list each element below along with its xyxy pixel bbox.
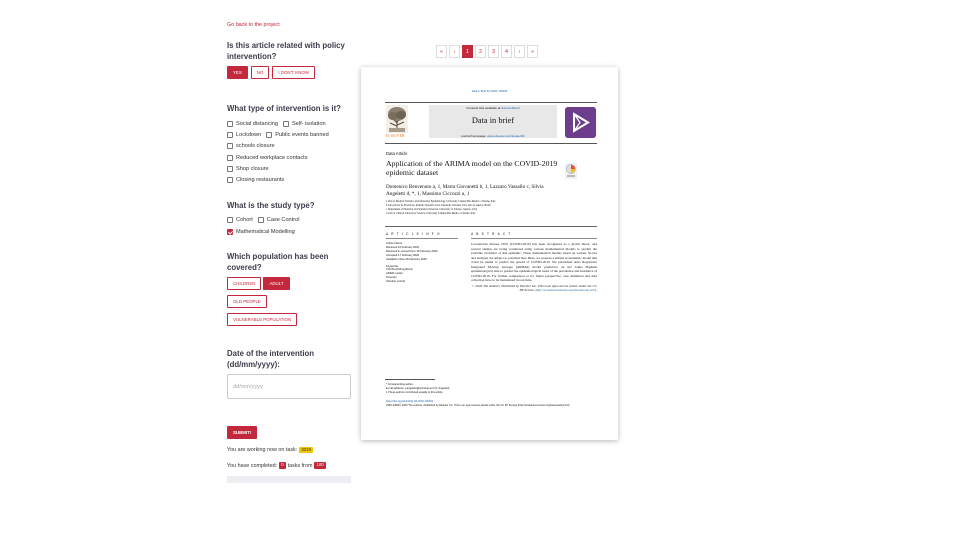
task-id-badge: 3319 — [301, 446, 312, 452]
question-policy-intervention: Is this article related with policy intervention? — [227, 41, 345, 61]
study-type-options — [227, 215, 353, 238]
copyright-text: © 2020 The Authors. Published by Elsevier Inc. This is an open access article under the CC BY license — [472, 283, 597, 292]
pager-prev-button[interactable]: ‹ — [449, 45, 460, 58]
back-to-project-link[interactable]: Go back to the project — [227, 22, 280, 28]
article-title: Application of the ARIMA model on the COVID-2019 epidemic dataset — [386, 159, 558, 178]
abstract-text — [471, 242, 597, 293]
current-task-status — [227, 442, 353, 458]
elsevier-wordmark: ELSEVIER — [386, 134, 405, 138]
pager-page-2[interactable]: 2 — [475, 45, 486, 58]
keyword-line: Forecast — [386, 276, 397, 280]
article-info-heading: A R T I C L E I N F O — [386, 232, 441, 236]
homepage-prefix: journal homepage: — [461, 134, 487, 138]
checkbox-social-distancing[interactable] — [227, 121, 233, 127]
question-intervention-type: What type of intervention is it? — [227, 104, 341, 113]
pager-page-4[interactable]: 4 — [501, 45, 512, 58]
journal-homepage — [429, 134, 557, 138]
affiliation-line: b Laboratorio de Flavivirus, Instituto Oswaldo Cruz, Fundação Oswaldo Cruz, Rio de Janeiro, Brazil — [386, 203, 491, 207]
contents-prefix: Contents lists available at — [466, 106, 501, 110]
policy-answer-group — [227, 66, 353, 79]
intervention-type-options — [227, 118, 353, 186]
pager-page-1[interactable]: 1 — [462, 45, 473, 58]
population-old-people-button[interactable]: OLD PEOPLE — [227, 295, 267, 308]
sciencedirect-link[interactable]: ScienceDirect — [501, 106, 520, 110]
article-info — [386, 242, 458, 284]
keyword-line: Keywords: — [386, 264, 399, 268]
header-rule-bottom — [385, 143, 597, 144]
footnote-line: * Corresponding author. — [386, 383, 414, 386]
option-label: Public events banned — [275, 131, 329, 138]
answer-yes-button[interactable]: YES — [227, 66, 248, 79]
question-study-type: What is the study type? — [227, 200, 315, 210]
option-label: Mathematical Modelling — [236, 228, 295, 235]
journal-title: Data in brief — [471, 116, 515, 125]
submit-button[interactable]: SUBMIT! — [227, 426, 257, 439]
section-separator — [385, 226, 597, 227]
date-input[interactable]: dd/mm/yyyy — [227, 374, 351, 399]
pager-first-button[interactable]: « — [436, 45, 447, 58]
homepage-link[interactable]: www.elsevier.com/locate/dib — [487, 134, 525, 138]
population-children-button[interactable]: CHILDREN — [227, 277, 261, 290]
contents-line — [429, 105, 557, 110]
total-tasks-badge: 100 — [316, 462, 324, 468]
journal-reference: Data in Brief 30 (2020) 105340 — [471, 90, 508, 93]
header-rule-top — [385, 102, 597, 103]
completed-count-badge: 0 — [281, 462, 284, 468]
checkbox-self-isolation[interactable] — [283, 121, 289, 127]
data-in-brief-logo-icon — [565, 107, 596, 138]
completed-middle-label: tasks from — [287, 462, 313, 469]
answer-dont-know-button[interactable]: I DON'T KNOW — [272, 66, 315, 79]
elsevier-tree-logo — [386, 105, 408, 133]
option-label: schools closure — [236, 143, 275, 150]
option-label: Reduced workplace contacts — [236, 154, 308, 161]
footnote-line: 1 These authors contributed equally to this article. — [386, 390, 444, 394]
pager-last-button[interactable]: » — [527, 45, 538, 58]
answer-no-button[interactable]: NO — [251, 66, 270, 79]
doi-link[interactable]: https://doi.org/10.1016/j.dib.2020.105340 — [386, 400, 434, 403]
option-label: Closing restaurants — [236, 177, 285, 184]
completed-label: You have completed: — [227, 462, 278, 469]
history-line: Available online 26 February 2020 — [386, 257, 427, 261]
affiliation-line: d Unit of Clinical Laboratory Science, University Campus Bio-Medico of Rome, Italy — [386, 211, 476, 215]
abstract-heading: A B S T R A C T — [471, 232, 512, 236]
pager-page-3[interactable]: 3 — [488, 45, 499, 58]
crossmark-icon[interactable] — [565, 163, 577, 179]
option-label: Shop closure — [236, 165, 269, 172]
option-label: Social distancing — [236, 120, 278, 127]
keyword-line: COVID-2019 epidemic — [386, 268, 413, 272]
pager-next-button[interactable]: › — [514, 45, 525, 58]
checkbox-lockdown[interactable] — [227, 132, 233, 138]
history-line: Received in revised form 15 February 2020 — [386, 249, 438, 253]
pdf-pagination — [436, 45, 538, 58]
history-line: Article history: — [386, 242, 403, 245]
option-label: Self- isolation — [291, 120, 326, 127]
footnote-line: E-mail address: s.angeletti@unicampus.it (S. Angeletti). — [386, 386, 451, 390]
history-line: Received 10 February 2020 — [386, 245, 420, 249]
footnotes — [386, 383, 598, 395]
history-line: Accepted 17 February 2020 — [386, 253, 420, 257]
article-authors: Domenico Benvenuto a, 1, Marta Giovanetti b, 1, Lazzaro Vassallo c, Silvia Angeletti d, *, 1, Massimo Ciccozzi a, 1 — [386, 184, 544, 197]
abstract-body: Coronavirus disease 2019 (COVID-2019) has been recognized as a global threat, and several studies are being conducted using various mathematical models to predict the probable evolution of this epidemic. These mathematical models based on various factors and analyses are subject to potential bias. Here, we propose a simple econometric model that could be useful to predict the spread of COVID-2019. We performed Auto Regressive Integrated Moving Average (ARIMA) model prediction on the Johns Hopkins epidemiological data to predict the epidemiological trend of the prevalence and incidence of COVID-2019. For further comparison or for future perspective, case definition and data collection have to be maintained in real time. — [471, 242, 597, 282]
checkbox-reduced-workplace-contacts[interactable] — [227, 155, 233, 161]
population-vulnerable-button[interactable]: VULNERABLE POPULATION — [227, 313, 297, 326]
option-label: Cohort — [236, 217, 253, 224]
population-adult-button[interactable]: ADULT — [263, 277, 289, 290]
population-options — [227, 277, 353, 326]
checkbox-case-control[interactable] — [258, 217, 264, 223]
license-link[interactable]: (http://creativecommons.org/licenses/by/4.0/). — [534, 288, 597, 292]
keyword-line: ARIMA model — [386, 272, 403, 276]
checkbox-cohort[interactable] — [227, 217, 233, 223]
issn-line: 2352-3409/© 2020 The Authors. Published by Elsevier Inc. This is an open access article under the CC BY license (http://creativecommons.org/licenses/by/4.0/). — [386, 404, 571, 407]
option-label: Lockdown — [236, 131, 262, 138]
task-status-label: You are working now on task: — [227, 447, 298, 454]
affiliation-line: c Department of Financial and Statistical Sciences, University of Salerno, Salerno, Italy — [386, 207, 478, 211]
checkbox-schools-closure[interactable] — [227, 143, 233, 149]
article-type: Data Article — [386, 151, 408, 156]
option-label: Case Control — [266, 217, 300, 224]
question-population: Which population has been covered? — [227, 252, 329, 273]
keyword-line: Infection control — [386, 280, 405, 284]
pdf-page[interactable] — [361, 67, 618, 440]
checkbox-public-events-banned[interactable] — [266, 132, 272, 138]
copyright-notice — [471, 284, 597, 293]
annotation-form — [227, 22, 353, 483]
bottom-bar — [227, 476, 351, 483]
checkbox-shop-closure[interactable] — [227, 166, 233, 172]
completed-status — [227, 458, 353, 474]
checkbox-mathematical-modelling[interactable] — [227, 229, 233, 235]
question-intervention-date: Date of the intervention (dd/mm/yyyy): — [227, 349, 315, 370]
checkbox-closing-restaurants[interactable] — [227, 177, 233, 183]
affiliation-line: a Unit of Medical Statistics and Molecular Epidemiology, University Campus Bio-Medico of Rome, Italy — [386, 200, 496, 203]
author-affiliations — [386, 200, 591, 216]
